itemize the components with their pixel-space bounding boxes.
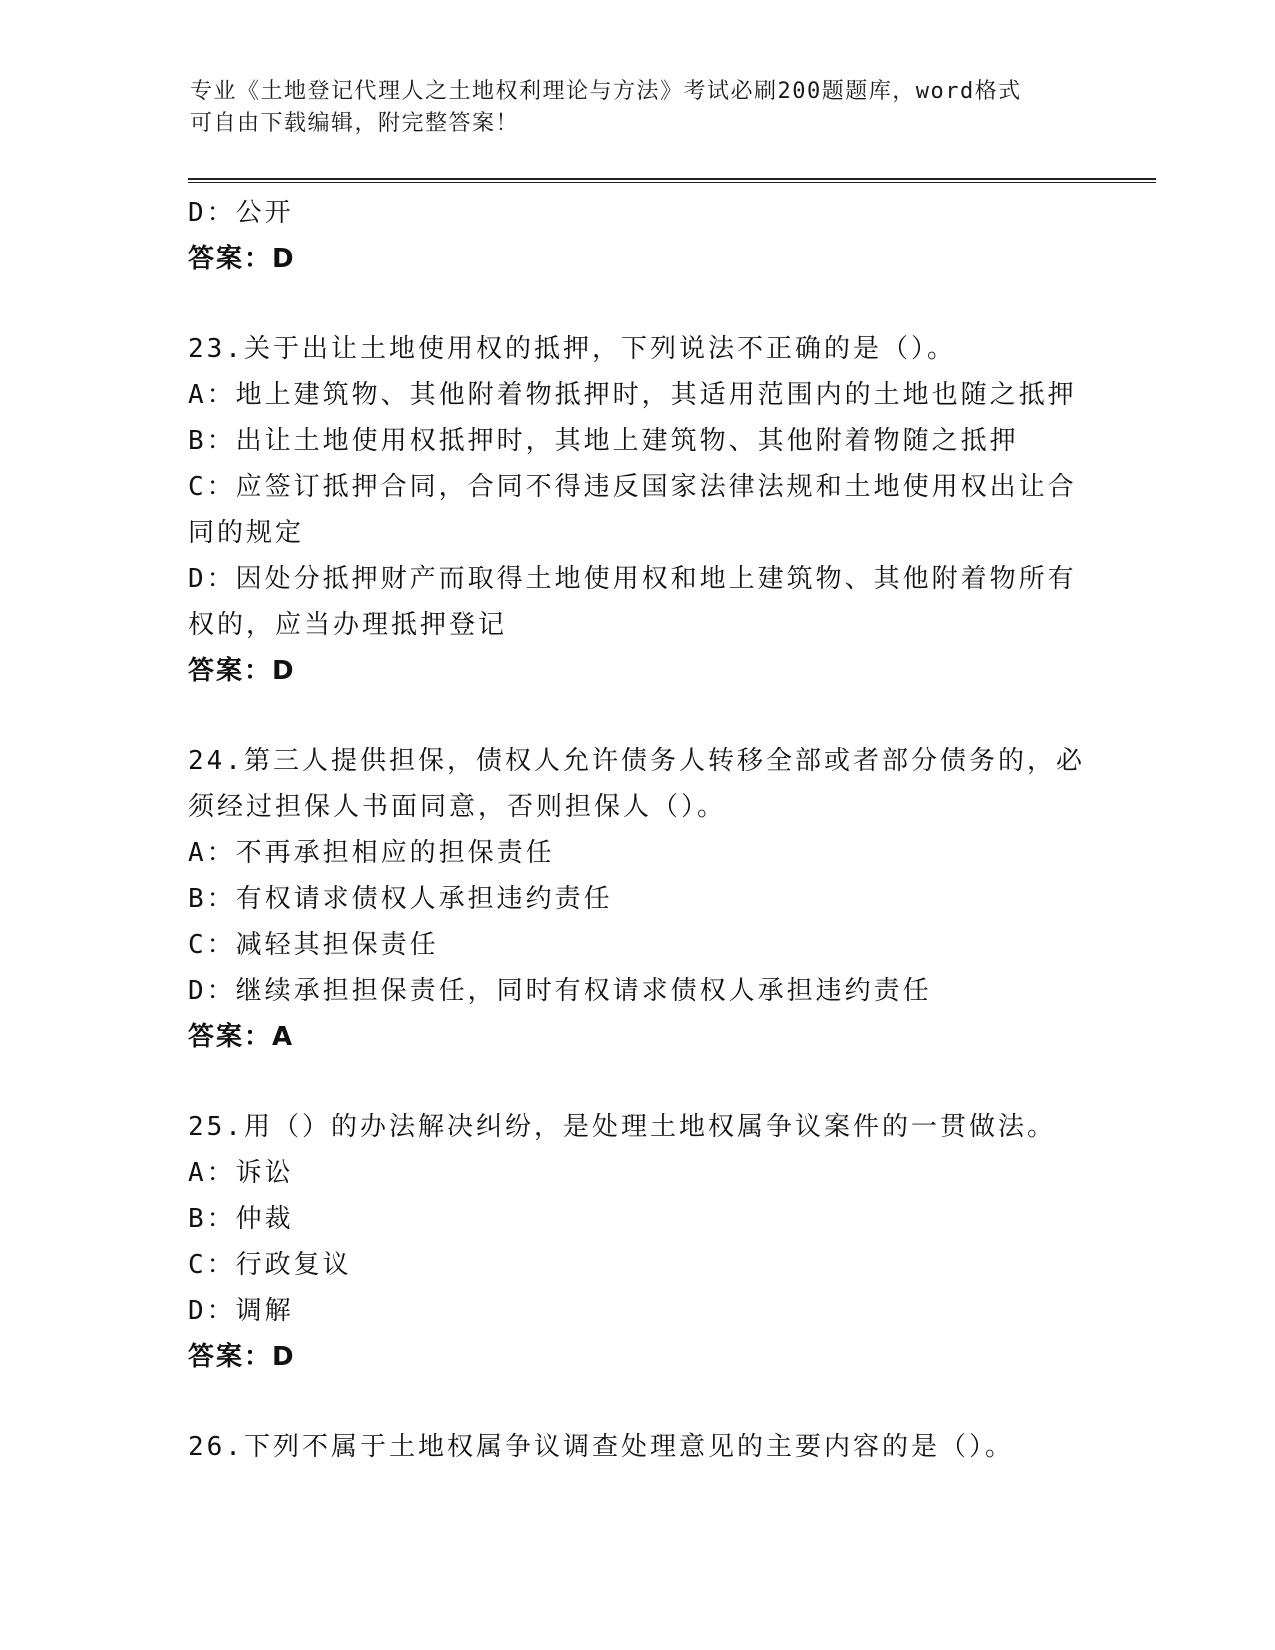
header-title-line-1: 专业《土地登记代理人之土地权利理论与方法》考试必刷200题题库，word格式 bbox=[190, 79, 1022, 104]
page-header bbox=[190, 76, 1090, 140]
option-d: D：因处分抵押财产而取得土地使用权和地上建筑物、其他附着物所有权的，应当办理抵押登记 bbox=[188, 564, 1077, 640]
question-stem: 26.下列不属于土地权属争议调查处理意见的主要内容的是（）。 bbox=[188, 1432, 1014, 1462]
answer-line: 答案：D bbox=[188, 244, 296, 274]
spacer bbox=[188, 694, 1088, 738]
option-b: B：出让土地使用权抵押时，其地上建筑物、其他附着物随之抵押 bbox=[188, 426, 1019, 456]
option-d: D：调解 bbox=[188, 1296, 294, 1326]
header-divider bbox=[188, 178, 1156, 183]
option-b: B：仲裁 bbox=[188, 1204, 294, 1234]
question-24 bbox=[188, 738, 1088, 1060]
question-23 bbox=[188, 326, 1088, 694]
option-c: C：应签订抵押合同，合同不得违反国家法律法规和土地使用权出让合同的规定 bbox=[188, 472, 1077, 548]
question-content bbox=[188, 190, 1088, 1470]
option-d: D：继续承担担保责任，同时有权请求债权人承担违约责任 bbox=[188, 976, 932, 1006]
answer-line: 答案：A bbox=[188, 1022, 295, 1052]
option-b: B：有权请求债权人承担违约责任 bbox=[188, 884, 613, 914]
option-a: A：不再承担相应的担保责任 bbox=[188, 838, 555, 868]
option-c: C：行政复议 bbox=[188, 1250, 352, 1280]
spacer bbox=[188, 282, 1088, 326]
question-stem: 24.第三人提供担保，债权人允许债务人转移全部或者部分债务的，必须经过担保人书面同意，否则担保人（）。 bbox=[188, 746, 1085, 822]
answer-line: 答案：D bbox=[188, 1342, 296, 1372]
question-26 bbox=[188, 1424, 1088, 1470]
option-d: D：公开 bbox=[188, 198, 294, 228]
option-c: C：减轻其担保责任 bbox=[188, 930, 439, 960]
question-25 bbox=[188, 1104, 1088, 1380]
question-stem: 23.关于出让土地使用权的抵押，下列说法不正确的是（）。 bbox=[188, 334, 956, 364]
spacer bbox=[188, 1380, 1088, 1424]
header-title-line-2: 可自由下载编辑，附完整答案！ bbox=[190, 111, 520, 136]
answer-line: 答案：D bbox=[188, 656, 296, 686]
spacer bbox=[188, 1060, 1088, 1104]
previous-question-tail bbox=[188, 190, 1088, 282]
question-stem: 25.用（）的办法解决纠纷，是处理土地权属争议案件的一贯做法。 bbox=[188, 1112, 1056, 1142]
option-a: A：地上建筑物、其他附着物抵押时，其适用范围内的土地也随之抵押 bbox=[188, 380, 1077, 410]
option-a: A：诉讼 bbox=[188, 1158, 294, 1188]
